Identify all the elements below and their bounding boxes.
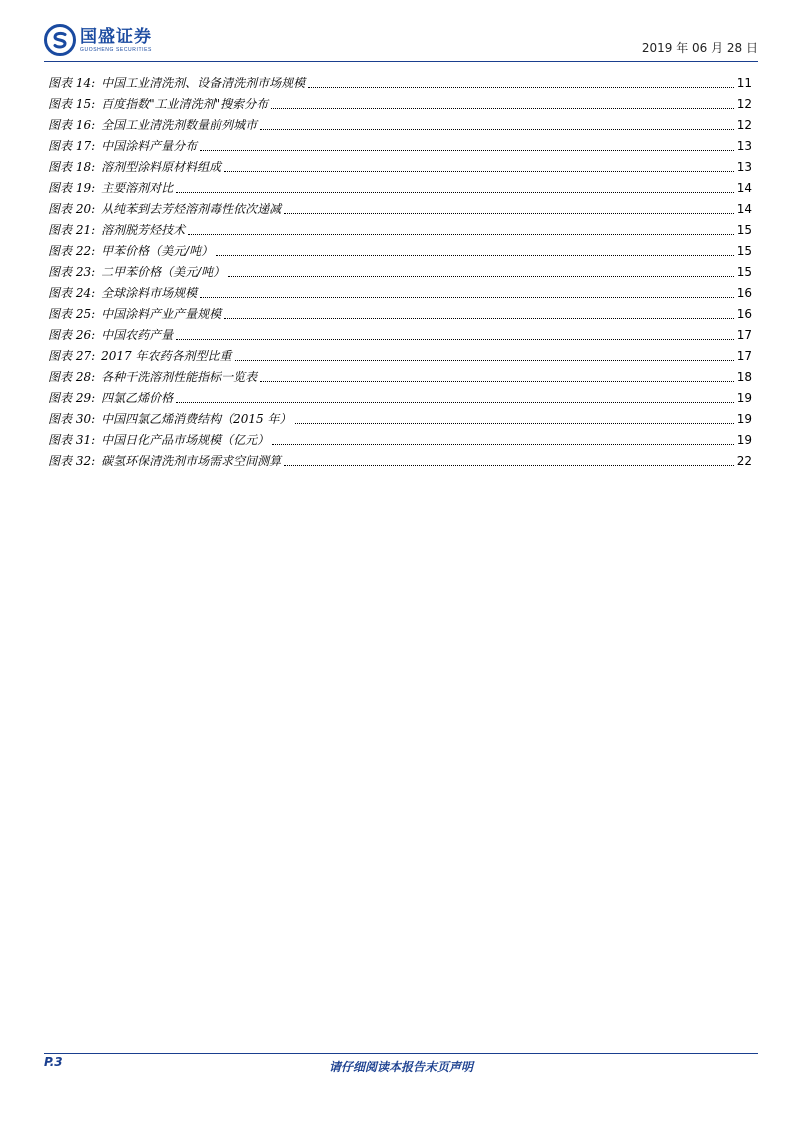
toc-entry-title[interactable]: 主要溶剂对比 bbox=[101, 181, 174, 195]
toc-entry-label: 图表 25: bbox=[48, 307, 96, 321]
toc-entry-label: 图表 31: bbox=[48, 433, 96, 447]
toc-entry-page[interactable]: 16 bbox=[736, 286, 752, 300]
toc-entry[interactable] bbox=[48, 70, 752, 91]
toc-entry[interactable] bbox=[48, 91, 752, 112]
logo-text: 国盛证券 bbox=[80, 26, 152, 47]
toc-dot-leader bbox=[284, 212, 734, 214]
guosheng-logo-icon bbox=[44, 24, 76, 56]
toc-entry-page[interactable]: 12 bbox=[736, 97, 752, 111]
toc-dot-leader bbox=[260, 380, 734, 382]
footer-disclaimer: 请仔细阅读本报告末页声明 bbox=[328, 1060, 473, 1074]
toc-entry[interactable] bbox=[48, 427, 752, 448]
toc-dot-leader bbox=[228, 275, 734, 277]
header-divider bbox=[44, 61, 758, 62]
toc-entry[interactable] bbox=[48, 385, 752, 406]
toc-dot-leader bbox=[308, 86, 734, 88]
toc-entry-label: 图表 24: bbox=[48, 286, 96, 300]
toc-dot-leader bbox=[260, 128, 734, 130]
toc-dot-leader bbox=[200, 296, 734, 298]
toc-entry-page[interactable]: 12 bbox=[736, 118, 752, 132]
toc-entry-page[interactable]: 19 bbox=[736, 433, 752, 447]
toc-entry-page[interactable]: 14 bbox=[736, 181, 752, 195]
toc-dot-leader bbox=[235, 359, 734, 361]
toc-entry-label: 图表 21: bbox=[48, 223, 96, 237]
toc-entry-label: 图表 30: bbox=[48, 412, 96, 426]
toc-entry-label: 图表 20: bbox=[48, 202, 96, 216]
toc-entry-title[interactable]: 全球涂料市场规模 bbox=[101, 286, 198, 300]
toc-entry-title[interactable]: 中国农药产量 bbox=[101, 328, 174, 342]
toc-entry[interactable] bbox=[48, 175, 752, 196]
page-header bbox=[44, 22, 758, 62]
toc-entry-page[interactable]: 15 bbox=[736, 223, 752, 237]
toc-entry-page[interactable]: 19 bbox=[736, 391, 752, 405]
toc-entry-label: 图表 14: bbox=[48, 76, 96, 90]
toc-entry-title[interactable]: 中国涂料产业产量规模 bbox=[101, 307, 222, 321]
toc-entry[interactable] bbox=[48, 259, 752, 280]
toc-entry-title[interactable]: 甲苯价格（美元/吨） bbox=[101, 244, 214, 258]
toc-entry-title[interactable]: 百度指数"工业清洗剂"搜索分布 bbox=[101, 97, 269, 111]
toc-entry-title[interactable]: 2017 年农药各剂型比重 bbox=[101, 349, 232, 363]
toc-entry[interactable] bbox=[48, 364, 752, 385]
toc-entry[interactable] bbox=[48, 280, 752, 301]
toc-dot-leader bbox=[188, 233, 734, 235]
toc-entry[interactable] bbox=[48, 322, 752, 343]
toc-entry-label: 图表 28: bbox=[48, 370, 96, 384]
figure-index-list bbox=[48, 70, 752, 469]
toc-entry-title[interactable]: 溶剂型涂料原材料组成 bbox=[101, 160, 222, 174]
toc-entry-title[interactable]: 四氯乙烯价格 bbox=[101, 391, 174, 405]
toc-entry-title[interactable]: 二甲苯价格（美元/吨） bbox=[101, 265, 226, 279]
toc-entry-title[interactable]: 从纯苯到去芳烃溶剂毒性依次递减 bbox=[101, 202, 282, 216]
toc-dot-leader bbox=[200, 149, 734, 151]
toc-entry[interactable] bbox=[48, 406, 752, 427]
toc-entry-page[interactable]: 17 bbox=[736, 328, 752, 342]
toc-entry-label: 图表 27: bbox=[48, 349, 96, 363]
toc-entry[interactable] bbox=[48, 238, 752, 259]
toc-dot-leader bbox=[284, 464, 734, 466]
toc-entry-title[interactable]: 中国日化产品市场规模（亿元） bbox=[101, 433, 270, 447]
toc-entry[interactable] bbox=[48, 301, 752, 322]
toc-dot-leader bbox=[224, 170, 734, 172]
toc-dot-leader bbox=[176, 191, 734, 193]
toc-dot-leader bbox=[216, 254, 734, 256]
toc-entry-label: 图表 19: bbox=[48, 181, 96, 195]
toc-entry-title[interactable]: 中国四氯乙烯消费结构（2015 年） bbox=[101, 412, 292, 426]
toc-entry-title[interactable]: 中国工业清洗剂、设备清洗剂市场规模 bbox=[101, 76, 306, 90]
toc-dot-leader bbox=[295, 422, 734, 424]
toc-entry-label: 图表 29: bbox=[48, 391, 96, 405]
toc-entry[interactable] bbox=[48, 112, 752, 133]
toc-entry-label: 图表 15: bbox=[48, 97, 96, 111]
toc-entry-page[interactable]: 11 bbox=[736, 76, 752, 90]
toc-entry[interactable] bbox=[48, 196, 752, 217]
toc-entry[interactable] bbox=[48, 217, 752, 238]
toc-entry-title[interactable]: 全国工业清洗剂数量前列城市 bbox=[101, 118, 258, 132]
toc-dot-leader bbox=[176, 338, 734, 340]
page-number: P.3 bbox=[44, 1055, 63, 1069]
toc-dot-leader bbox=[176, 401, 734, 403]
toc-entry-title[interactable]: 溶剂脱芳烃技术 bbox=[101, 223, 186, 237]
toc-dot-leader bbox=[272, 443, 734, 445]
company-logo bbox=[44, 24, 152, 56]
toc-entry[interactable] bbox=[48, 343, 752, 364]
toc-entry-title[interactable]: 中国涂料产量分布 bbox=[101, 139, 198, 153]
toc-entry-label: 图表 23: bbox=[48, 265, 96, 279]
toc-entry-title[interactable]: 各种干洗溶剂性能指标一览表 bbox=[101, 370, 258, 384]
toc-entry-label: 图表 26: bbox=[48, 328, 96, 342]
toc-entry-page[interactable]: 22 bbox=[736, 454, 752, 468]
report-date: 2019 年 06 月 28 日 bbox=[641, 41, 758, 55]
toc-entry-title[interactable]: 碳氢环保清洗剂市场需求空间测算 bbox=[101, 454, 282, 468]
toc-entry-page[interactable]: 16 bbox=[736, 307, 752, 321]
logo-subtext: GUOSHENG SECURITIES bbox=[80, 46, 152, 53]
toc-entry-page[interactable]: 15 bbox=[736, 244, 752, 258]
footer-divider bbox=[44, 1053, 758, 1054]
toc-entry-page[interactable]: 17 bbox=[736, 349, 752, 363]
toc-entry-label: 图表 32: bbox=[48, 454, 96, 468]
toc-entry-page[interactable]: 13 bbox=[736, 139, 752, 153]
toc-entry-label: 图表 17: bbox=[48, 139, 96, 153]
toc-entry-label: 图表 16: bbox=[48, 118, 96, 132]
toc-entry-label: 图表 18: bbox=[48, 160, 96, 174]
toc-entry-page[interactable]: 19 bbox=[736, 412, 752, 426]
toc-entry[interactable] bbox=[48, 448, 752, 469]
toc-entry[interactable] bbox=[48, 154, 752, 175]
toc-entry-page[interactable]: 15 bbox=[736, 265, 752, 279]
toc-entry[interactable] bbox=[48, 133, 752, 154]
toc-entry-page[interactable]: 14 bbox=[736, 202, 752, 216]
toc-entry-label: 图表 22: bbox=[48, 244, 96, 258]
toc-entry-page[interactable]: 18 bbox=[736, 370, 752, 384]
toc-dot-leader bbox=[271, 107, 734, 109]
toc-dot-leader bbox=[224, 317, 734, 319]
toc-entry-page[interactable]: 13 bbox=[736, 160, 752, 174]
